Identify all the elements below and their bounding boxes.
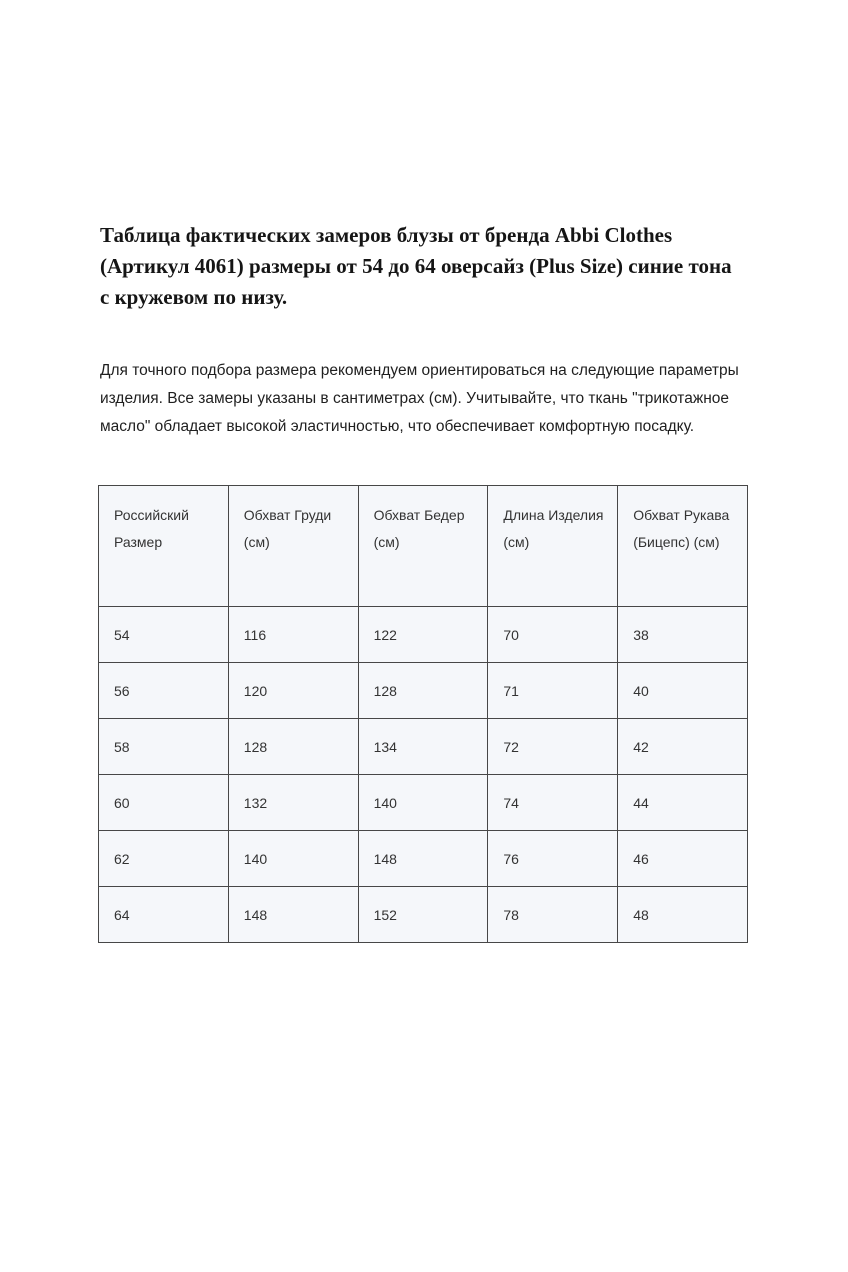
cell-length: 70 xyxy=(488,607,618,663)
cell-size: 54 xyxy=(99,607,229,663)
size-table-header-row xyxy=(99,486,748,607)
cell-biceps: 44 xyxy=(618,775,748,831)
cell-hips: 122 xyxy=(358,607,488,663)
cell-length: 72 xyxy=(488,719,618,775)
cell-chest: 148 xyxy=(228,887,358,943)
size-table-row xyxy=(99,831,748,887)
cell-chest: 116 xyxy=(228,607,358,663)
header-length: Длина Изделия (см) xyxy=(488,486,618,607)
cell-size: 60 xyxy=(99,775,229,831)
cell-hips: 148 xyxy=(358,831,488,887)
header-biceps: Обхват Рукава (Бицепс) (см) xyxy=(618,486,748,607)
intro-paragraph: Для точного подбора размера рекомендуем ориентироваться на следующие параметры изделия. Все замеры указаны в сантиметрах (см). Учитывайте, что ткань "трикотажное масло" обладает высокой эластичностью, что обеспечивает комфортную посадку. xyxy=(100,362,739,435)
cell-biceps: 38 xyxy=(618,607,748,663)
cell-hips: 140 xyxy=(358,775,488,831)
size-table-row xyxy=(99,887,748,943)
cell-length: 76 xyxy=(488,831,618,887)
cell-length: 74 xyxy=(488,775,618,831)
page-title: Таблица фактических замеров блузы от бренда Abbi Clothes (Артикул 4061) размеры от 54 до 64 оверсайз (Plus Size) синие тона с кружевом по низу. xyxy=(100,223,732,309)
header-hips: Обхват Бедер (см) xyxy=(358,486,488,607)
size-measurements-table xyxy=(98,485,748,943)
cell-length: 78 xyxy=(488,887,618,943)
cell-chest: 132 xyxy=(228,775,358,831)
cell-size: 56 xyxy=(99,663,229,719)
cell-size: 58 xyxy=(99,719,229,775)
header-chest: Обхват Груди (см) xyxy=(228,486,358,607)
cell-biceps: 46 xyxy=(618,831,748,887)
cell-chest: 120 xyxy=(228,663,358,719)
size-table-row xyxy=(99,775,748,831)
cell-size: 64 xyxy=(99,887,229,943)
cell-length: 71 xyxy=(488,663,618,719)
cell-hips: 134 xyxy=(358,719,488,775)
cell-size: 62 xyxy=(99,831,229,887)
cell-biceps: 48 xyxy=(618,887,748,943)
cell-chest: 140 xyxy=(228,831,358,887)
cell-chest: 128 xyxy=(228,719,358,775)
cell-biceps: 40 xyxy=(618,663,748,719)
size-table-row xyxy=(99,663,748,719)
cell-hips: 128 xyxy=(358,663,488,719)
size-table-row xyxy=(99,719,748,775)
size-table-row xyxy=(99,607,748,663)
cell-hips: 152 xyxy=(358,887,488,943)
cell-biceps: 42 xyxy=(618,719,748,775)
header-russian-size: Российский Размер xyxy=(99,486,229,607)
